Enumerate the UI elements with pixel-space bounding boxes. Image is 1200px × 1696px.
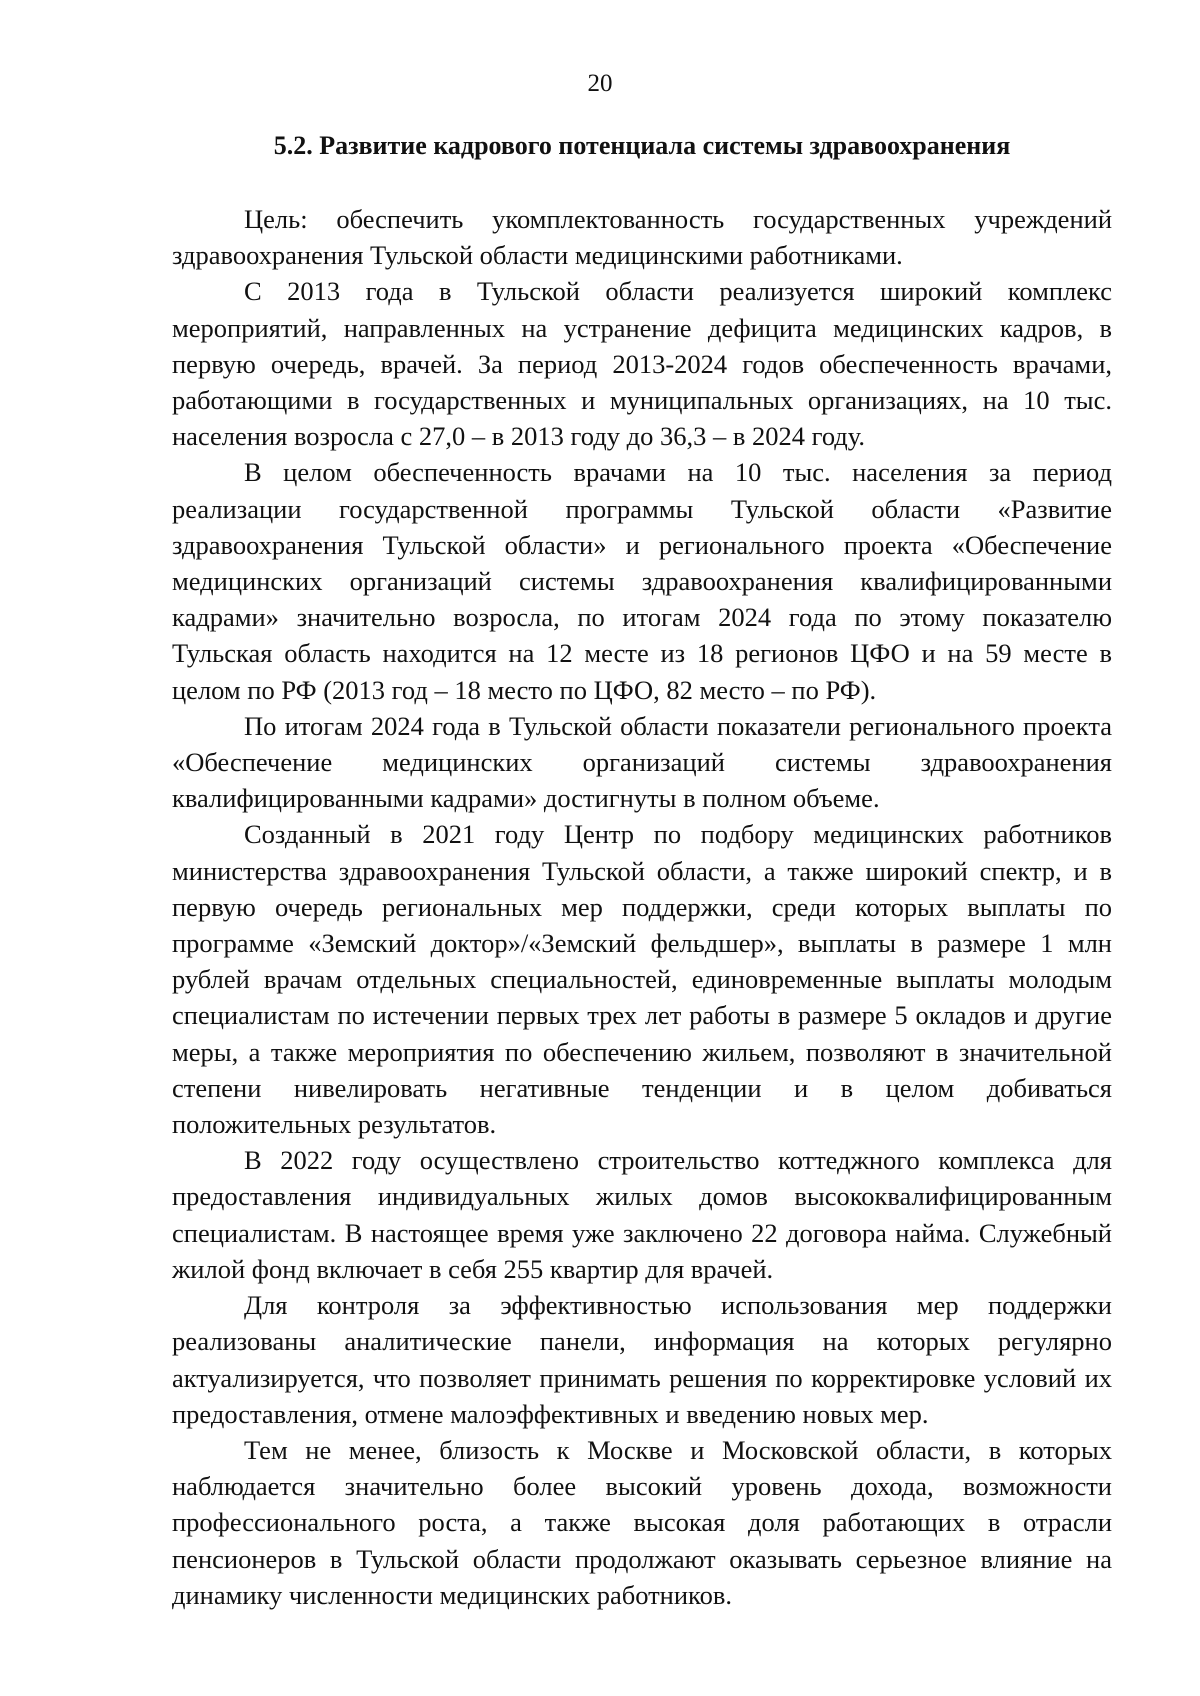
page-number: 20 — [587, 70, 613, 97]
paragraph-moscow-proximity: Тем не менее, близость к Москве и Московской области, в которых наблюдается значительно более высокий уровень дохода, возможности профессионального роста, а также высокая доля работающих в отрасли пенсионеров в Тульской области продолжают оказывать серьезное влияние на динамику численности медицинских работников. — [172, 1434, 1112, 1610]
paragraph-recruitment-center: Созданный в 2021 году Центр по подбору медицинских работников министерства здравоохранения Тульской области, а также широкий спектр, и в первую очередь региональных мер поддержки, среди которых выплаты по программе «Земский доктор»/«Земский фельдшер», выплаты в размере 1 млн рублей врачам отдельных специальностей, единовременные выплаты молодым специалистам по истечении первых трех лет работы в размере 5 окладов и другие меры, а также мероприятия по обеспечению жильем, позволяют в значительной степени нивелировать негативные тенденции и в целом добиваться положительных результатов. — [172, 819, 1112, 1140]
section-title: 5.2. Развитие кадрового потенциала системы здравоохранения — [273, 131, 1011, 160]
paragraph-measures-since-2013: С 2013 года в Тульской области реализуется широкий комплекс мероприятий, направленных на устранение дефицита медицинских кадров, в первую очередь, врачей. За период 2013-2024 годов обеспеченность врачами, работающими в государственных и муниципальных организациях, на 10 тыс. населения возросла с 27,0 – в 2013 году до 36,3 – в 2024 году. — [172, 276, 1112, 452]
paragraph-analytics: Для контроля за эффективностью использования мер поддержки реализованы аналитические панели, информация на которых регулярно актуализируется, что позволяет принимать решения по корректировке условий их предоставления, отмене малоэффективных и введению новых мер. — [172, 1290, 1112, 1429]
body-text — [172, 201, 1112, 1613]
paragraph-doctor-coverage: В целом обеспеченность врачами на 10 тыс. населения за период реализации государственной программы Тульской области «Развитие здравоохранения Тульской области» и регионального проекта «Обеспечение медицинских организаций системы здравоохранения квалифицированными кадрами» значительно возросла, по итогам 2024 года по этому показателю Тульская область находится на 12 месте из 18 регионов ЦФО и на 59 месте в целом по РФ (2013 год – 18 место по ЦФО, 82 место – по РФ). — [172, 457, 1112, 705]
paragraph-housing: В 2022 году осуществлено строительство коттеджного комплекса для предоставления индивидуальных жилых домов высококвалифицированным специалистам. В настоящее время уже заключено 22 договора найма. Служебный жилой фонд включает в себя 255 квартир для врачей. — [172, 1145, 1112, 1284]
paragraph-goal: Цель: обеспечить укомплектованность государственных учреждений здравоохранения Тульской области медицинскими работниками. — [172, 204, 1112, 271]
paragraph-regional-project: По итогам 2024 года в Тульской области показатели регионального проекта «Обеспечение медицинских организаций системы здравоохранения квалифицированными кадрами» достигнуты в полном объеме. — [172, 710, 1112, 814]
